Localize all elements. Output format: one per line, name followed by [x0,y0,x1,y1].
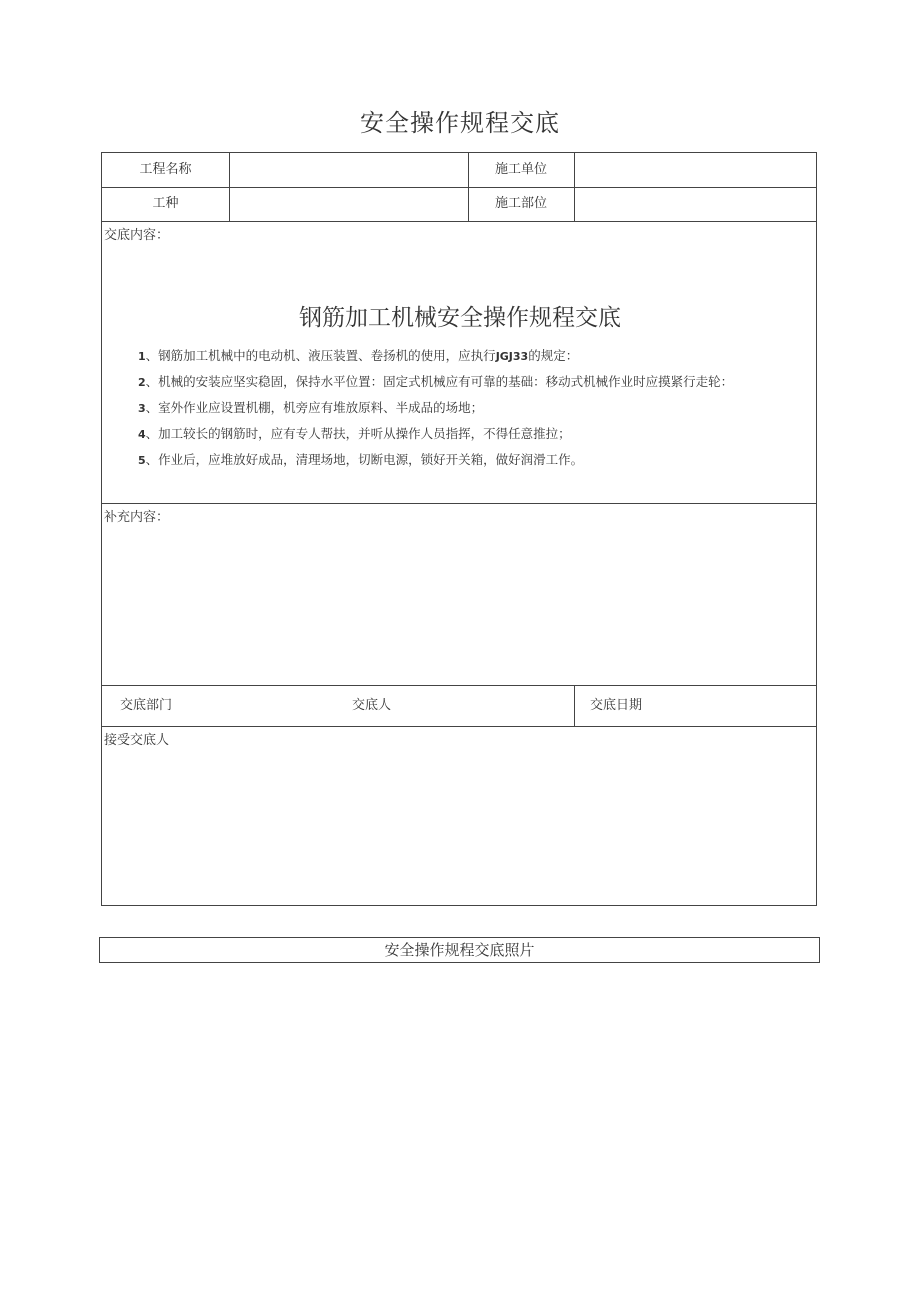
disclosing-person-label: 交底人 [352,698,392,713]
row-divider [102,221,816,222]
list-item [138,343,808,369]
item-separator: 、 [145,348,159,363]
list-item [138,447,808,473]
supplement-label: 补充内容： [104,510,170,525]
photo-section-title: 安全操作规程交底照片 [99,937,820,963]
row-divider [102,726,816,727]
item-text: 室外作业应设置机棚，机旁应有堆放原料、半成品的场地； [158,400,484,415]
item-suffix: 的规定： [528,348,579,363]
item-number: 5 [138,454,146,467]
document-title: 安全操作规程交底 [360,109,560,137]
list-item [138,421,808,447]
list-item [138,369,808,395]
row-divider [102,685,816,686]
rules-list [138,343,808,473]
item-number: 2 [138,376,146,389]
disclosure-date-label: 交底日期 [590,698,643,713]
item-number: 3 [138,402,146,415]
item-text: 加工较长的钢筋时，应有专人帮扶，并听从操作人员指挥，不得任意推拉； [158,426,571,441]
standard-code: JGJ33 [495,350,529,363]
content-heading: 钢筋加工机械安全操作规程交底 [299,305,621,331]
trade-label: 工种 [152,196,179,211]
item-text: 作业后，应堆放好成品，清理场地，切断电源，锁好开关箱，做好润滑工作。 [158,452,584,467]
item-text: 机械的安装应坚实稳固，保持水平位置：固定式机械应有可靠的基础：移动式机械作业时应摸紧行走轮： [158,374,734,389]
list-item [138,395,808,421]
row-divider [102,503,816,504]
column-divider [229,153,230,221]
disclosure-form [101,152,817,906]
column-divider [574,153,575,221]
content-label: 交底内容： [104,228,170,243]
project-name-label: 工程名称 [139,162,192,177]
item-separator: 、 [145,426,159,441]
item-separator: 、 [145,400,159,415]
construction-part-label: 施工部位 [494,196,547,211]
item-separator: 、 [145,452,159,467]
construction-unit-label: 施工单位 [494,162,547,177]
item-number: 4 [138,428,146,441]
department-label: 交底部门 [120,698,173,713]
receiver-label: 接受交底人 [104,733,170,748]
column-divider [574,685,575,726]
item-text: 钢筋加工机械中的电动机、液压装置、卷扬机的使用，应执行 [158,348,496,363]
item-number: 1 [138,350,146,363]
item-separator: 、 [145,374,159,389]
